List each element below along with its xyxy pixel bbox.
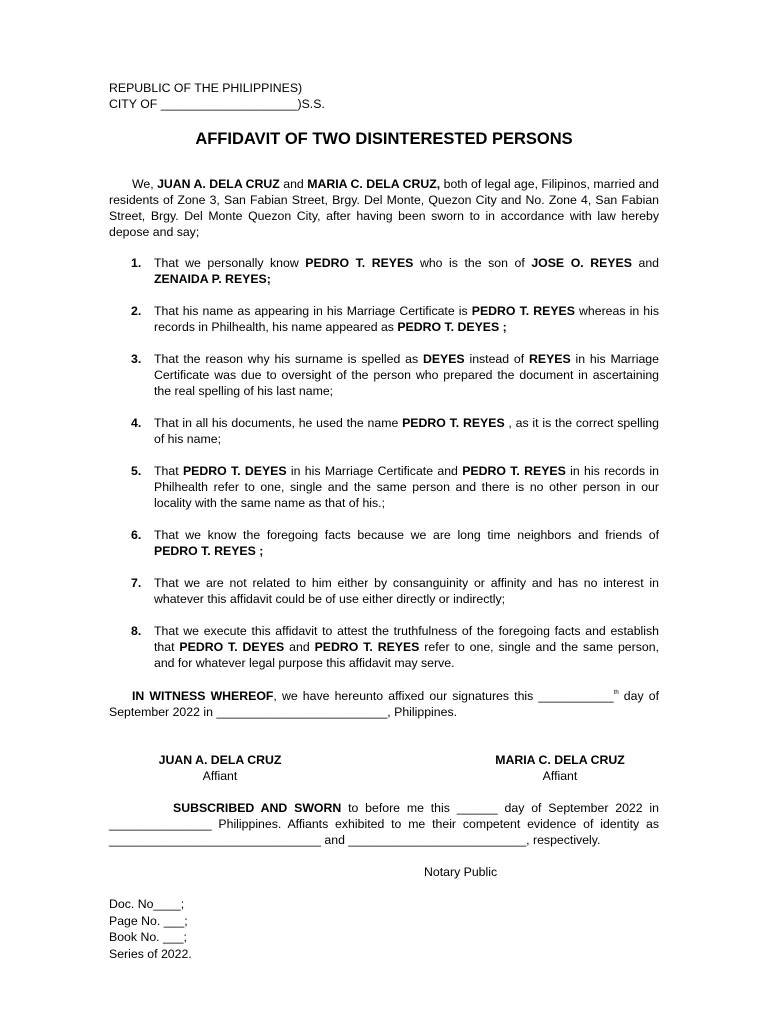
item-text: That we execute this affidavit to attest the truthfulness of the foregoing facts and establish that (154, 624, 659, 654)
item-number: 8. (131, 624, 142, 638)
item-text: who is the son of (413, 256, 532, 270)
item-text: That (154, 464, 183, 478)
item-number: 1. (131, 256, 142, 270)
emphasized-name: PEDRO T. DEYES ; (397, 320, 507, 334)
deposition-item (109, 415, 659, 447)
emphasized-name: PEDRO T. REYES (314, 640, 420, 654)
item-text: That in all his documents, he used the name (154, 416, 403, 430)
witness-text-2: day of September 2022 in _________________________, Philippines. (109, 689, 660, 719)
item-number: 6. (131, 528, 142, 542)
signatory-name: MARIA C. DELA CRUZ (495, 753, 625, 767)
affiant-name-1: JUAN A. DELA CRUZ (157, 177, 280, 191)
case-caption (109, 80, 325, 112)
item-text: in his Marriage Certificate was due to oversight of the person who prepared the document in ascertaining the real spelling of his last name; (154, 352, 659, 398)
signature-block-2 (490, 752, 630, 784)
witness-sup: th (613, 690, 619, 696)
emphasized-name: PEDRO T. DEYES (182, 464, 287, 478)
deposition-item (109, 623, 659, 671)
item-text: whereas in his records in Philhealth, his name appeared as (154, 304, 659, 334)
item-text: and (631, 256, 659, 270)
emphasized-name: PEDRO T. REYES (305, 256, 414, 270)
item-text: That the reason why his surname is spelled as (154, 352, 423, 366)
intro-we: We, (132, 177, 158, 191)
item-number: 4. (131, 416, 142, 430)
item-number: 3. (131, 352, 142, 366)
doc-no: Doc. No____; (109, 897, 185, 911)
item-number: 2. (131, 304, 142, 318)
deposition-item (109, 255, 659, 287)
item-text: That his name as appearing in his Marriage Certificate is (154, 304, 472, 318)
witness-paragraph (109, 688, 659, 720)
jurat-paragraph (109, 800, 659, 848)
item-text: and (284, 640, 315, 654)
book-no: Book No. ___; (109, 930, 187, 944)
deposition-list (109, 255, 659, 687)
intro-rest: both of legal age, Filipinos, married and residents of Zone 3, San Fabian Street, Brgy. Del Monte, Quezon City and No. Zone 4, San Fabian Street, Brgy. Del Monte Quezon City, after having been sworn to in accordance with law hereby depose and say; (109, 177, 659, 239)
emphasized-name: PEDRO T. REYES (402, 416, 505, 430)
emphasized-name: PEDRO T. REYES (462, 464, 566, 478)
series: Series of 2022. (109, 946, 192, 961)
intro-and: and (279, 177, 308, 191)
emphasized-name: PEDRO T. DEYES (179, 640, 285, 654)
item-text: , as it is the correct spelling of his name; (154, 416, 659, 446)
emphasized-name: REYES (529, 352, 571, 366)
jurat-text: to before me this ______ day of September 2022 in _______________ Philippines. Affiants exhibited to me their competent evidence of identity as _______________________________ and __________________________, respectively. (109, 801, 659, 847)
emphasized-name: JOSE O. REYES (531, 256, 632, 270)
document-title: AFFIDAVIT OF TWO DISINTERESTED PERSONS (195, 130, 573, 148)
signatory-name: JUAN A. DELA CRUZ (158, 753, 282, 767)
item-text: That we know the foregoing facts because we are long time neighbors and friends of (154, 528, 659, 542)
emphasized-name: PEDRO T. REYES ; (154, 544, 264, 558)
notarial-register (109, 896, 192, 962)
item-text: That we personally know (154, 256, 306, 270)
witness-text: , we have hereunto affixed our signatures this ___________ (273, 689, 614, 703)
item-text: in his Marriage Certificate and (286, 464, 463, 478)
intro-paragraph (109, 176, 659, 240)
deposition-item (109, 463, 659, 511)
deposition-item (109, 303, 659, 335)
item-text: instead of (464, 352, 530, 366)
signature-block-1 (150, 752, 290, 784)
notary-public-label: Notary Public (424, 865, 498, 879)
signatory-role: Affiant (542, 769, 578, 783)
item-number: 7. (131, 576, 142, 590)
emphasized-name: DEYES (422, 352, 465, 366)
item-number: 5. (131, 464, 142, 478)
item-text: refer to one, single and the same person, and for whatever legal purpose this affidavit may serve. (154, 640, 659, 670)
jurat-lead: SUBSCRIBED AND SWORN (173, 801, 342, 815)
item-text: That we are not related to him either by consanguinity or affinity and has no interest in whatever this affidavit could be of use either directly or indirectly; (154, 576, 659, 606)
deposition-item (109, 527, 659, 559)
caption-republic: REPUBLIC OF THE PHILIPPINES) (109, 81, 303, 95)
deposition-item (109, 575, 659, 607)
emphasized-name: PEDRO T. REYES (471, 304, 575, 318)
caption-city: CITY OF ____________________)S.S. (109, 97, 325, 111)
item-text: in his records in Philhealth refer to one, single and the same person and there is no other person in our locality with the same name as that of his.; (154, 464, 659, 510)
deposition-item (109, 351, 659, 399)
affiant-name-2: MARIA C. DELA CRUZ, (307, 177, 441, 191)
emphasized-name: ZENAIDA P. REYES; (154, 272, 271, 286)
signatory-role: Affiant (202, 769, 238, 783)
witness-lead: IN WITNESS WHEREOF (132, 689, 274, 703)
page-no: Page No. ___; (109, 913, 188, 928)
